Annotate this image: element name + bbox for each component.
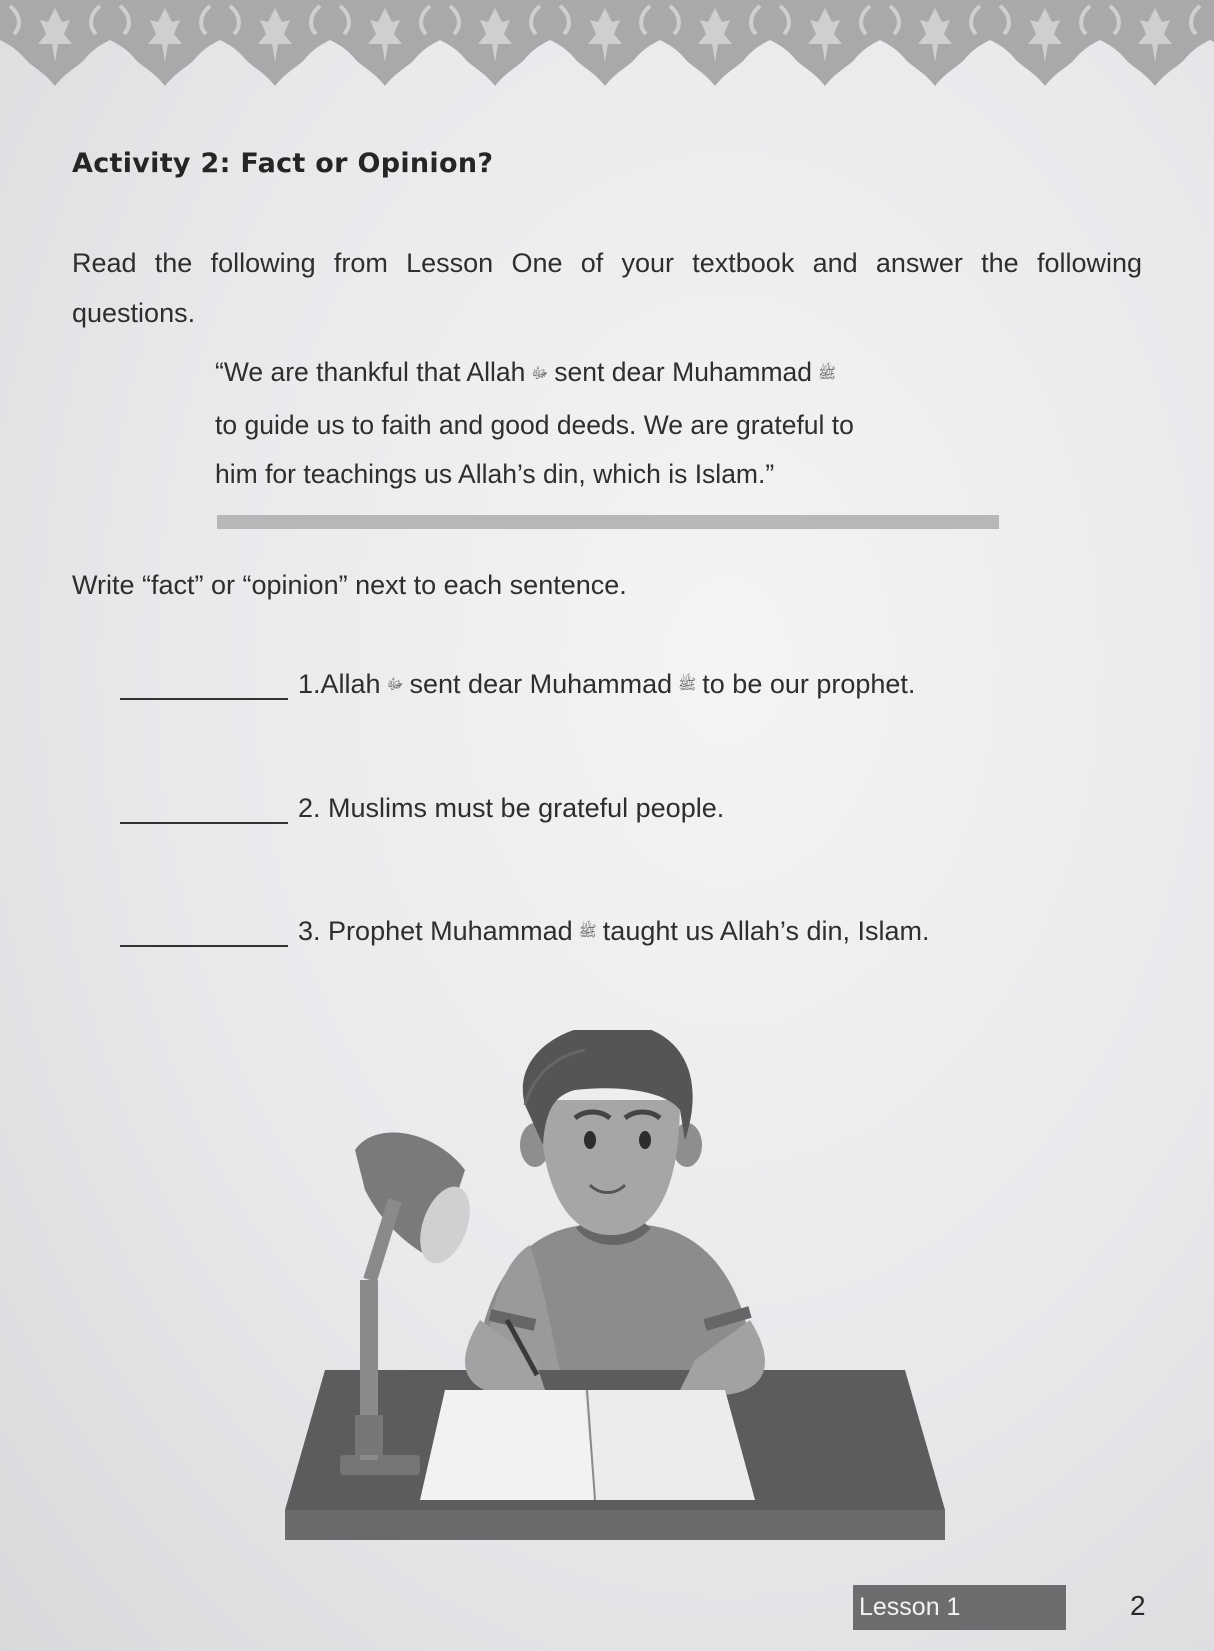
quote-text: sent dear Muhammad [554,357,813,387]
question-1 [120,668,915,700]
question-2 [120,792,724,824]
quote-line-1 [215,348,1015,401]
honorific-icon: ﷻ [531,364,549,382]
textbook-quote [215,348,1015,499]
honorific-icon: ﷺ [818,364,837,382]
page-number: 2 [1130,1590,1146,1621]
question-number: 2. [298,793,321,823]
honorific-icon: ﷺ [678,675,697,693]
quote-line-2: to guide us to faith and good deeds. We are grateful to [215,410,854,440]
question-text: Prophet Muhammad [328,916,573,946]
question-text: Allah [320,669,381,699]
divider [217,515,999,529]
question-text: Muslims must be grateful people. [328,793,725,823]
answer-blank-1[interactable] [120,668,288,700]
quote-line-3: him for teachings us Allah’s din, which is Islam.” [215,459,775,489]
honorific-icon: ﷺ [578,922,597,940]
lesson-label: Lesson 1 [853,1585,1066,1630]
page-title: Activity 2: Fact or Opinion? [72,148,494,179]
answer-blank-2[interactable] [120,792,288,824]
quote-text: “We are thankful that Allah [215,357,526,387]
intro-instructions: Read the following from Lesson One of your textbook and answer the following questions. [72,248,1142,328]
question-number: 3. [298,916,321,946]
question-text: taught us Allah’s din, Islam. [602,916,930,946]
question-text: sent dear Muhammad [409,669,673,699]
answer-blank-3[interactable] [120,915,288,947]
arabesque-border-icon [0,0,1214,90]
question-3 [120,915,930,947]
honorific-icon: ﷻ [386,675,404,693]
instruction-text: Write “fact” or “opinion” next to each sentence. [72,570,627,600]
question-text: to be our prophet. [702,669,916,699]
question-number: 1. [298,669,321,699]
boy-studying-at-desk-illustration [285,1030,945,1560]
